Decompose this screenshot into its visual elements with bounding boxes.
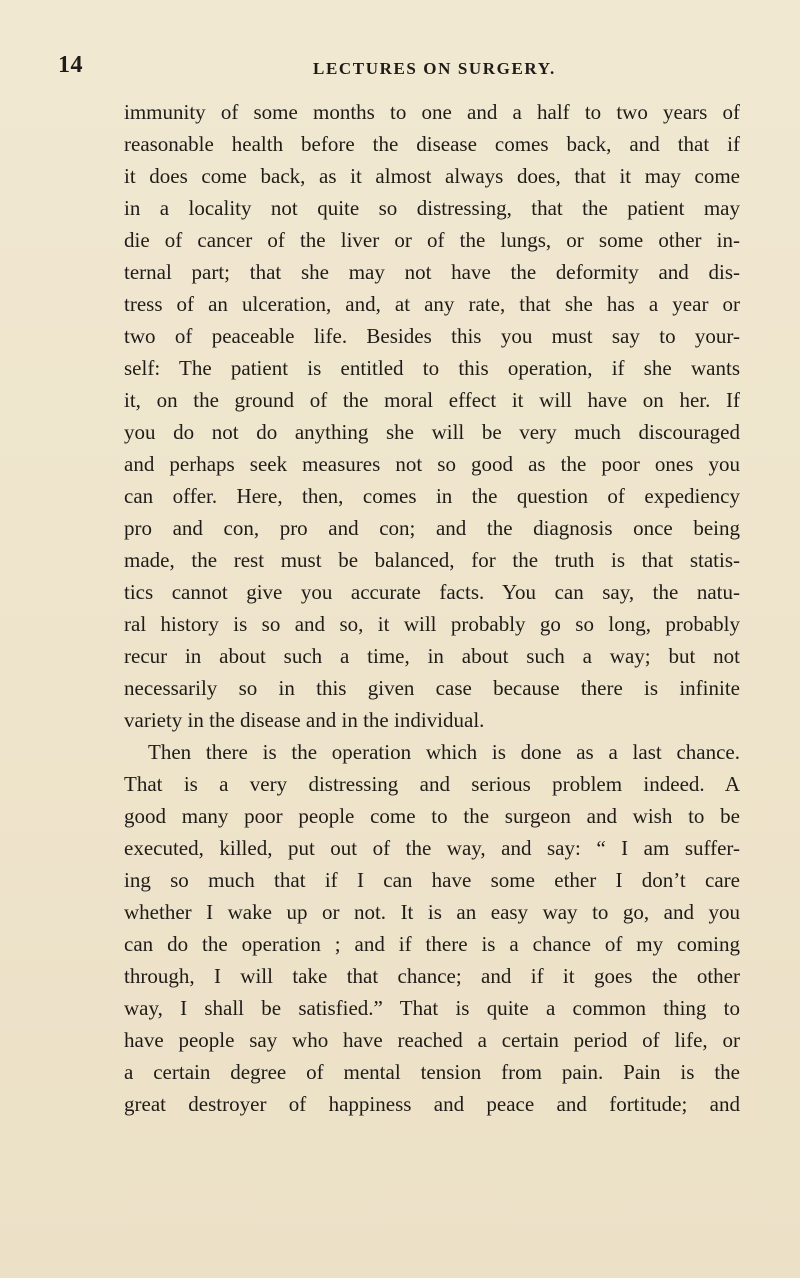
- text-line: it, on the ground of the moral effect it will have on her. If: [124, 388, 740, 412]
- text-line: a certain degree of mental tension from pain. Pain is the: [124, 1060, 740, 1084]
- text-line: you do not do anything she will be very much discouraged: [124, 420, 740, 444]
- page-header: [58, 52, 742, 80]
- text-line: good many poor people come to the surgeon and wish to be: [124, 804, 740, 828]
- text-line: made, the rest must be balanced, for the truth is that statis-: [124, 548, 740, 572]
- text-line: tress of an ulceration, and, at any rate, that she has a year or: [124, 292, 740, 316]
- text-line: can offer. Here, then, comes in the question of expediency: [124, 484, 740, 508]
- text-line: and perhaps seek measures not so good as the poor ones you: [124, 452, 740, 476]
- text-line: way, I shall be satisfied.” That is quite a common thing to: [124, 996, 740, 1020]
- text-line: reasonable health before the disease comes back, and that if: [124, 132, 740, 156]
- text-line-paragraph-start: Then there is the operation which is done as a last chance.: [148, 740, 740, 764]
- text-line: two of peaceable life. Besides this you must say to your-: [124, 324, 740, 348]
- text-line: great destroyer of happiness and peace and fortitude; and: [124, 1092, 740, 1116]
- body-text: [124, 96, 740, 1120]
- text-line: it does come back, as it almost always does, that it may come: [124, 164, 740, 188]
- text-line: ing so much that if I can have some ether I don’t care: [124, 868, 740, 892]
- text-line: die of cancer of the liver or of the lungs, or some other in-: [124, 228, 740, 252]
- text-line: pro and con, pro and con; and the diagnosis once being: [124, 516, 740, 540]
- text-line: self: The patient is entitled to this operation, if she wants: [124, 356, 740, 380]
- text-line: tics cannot give you accurate facts. You can say, the natu-: [124, 580, 740, 604]
- text-line: can do the operation ; and if there is a chance of my coming: [124, 932, 740, 956]
- text-line: executed, killed, put out of the way, and say: “ I am suffer-: [124, 836, 740, 860]
- text-line: That is a very distressing and serious problem indeed. A: [124, 772, 740, 796]
- text-line: ral history is so and so, it will probably go so long, probably: [124, 612, 740, 636]
- text-line: have people say who have reached a certain period of life, or: [124, 1028, 740, 1052]
- running-head: LECTURES ON SURGERY.: [313, 59, 556, 78]
- text-line-paragraph-end: variety in the disease and in the individual.: [124, 708, 485, 732]
- text-line: necessarily so in this given case because there is infinite: [124, 676, 740, 700]
- text-line: immunity of some months to one and a half to two years of: [124, 100, 740, 124]
- page-number: 14: [58, 52, 83, 78]
- text-line: through, I will take that chance; and if it goes the other: [124, 964, 740, 988]
- text-line: ternal part; that she may not have the deformity and dis-: [124, 260, 740, 284]
- text-line: whether I wake up or not. It is an easy way to go, and you: [124, 900, 740, 924]
- text-line: in a locality not quite so distressing, that the patient may: [124, 196, 740, 220]
- text-line: recur in about such a time, in about such a way; but not: [124, 644, 740, 668]
